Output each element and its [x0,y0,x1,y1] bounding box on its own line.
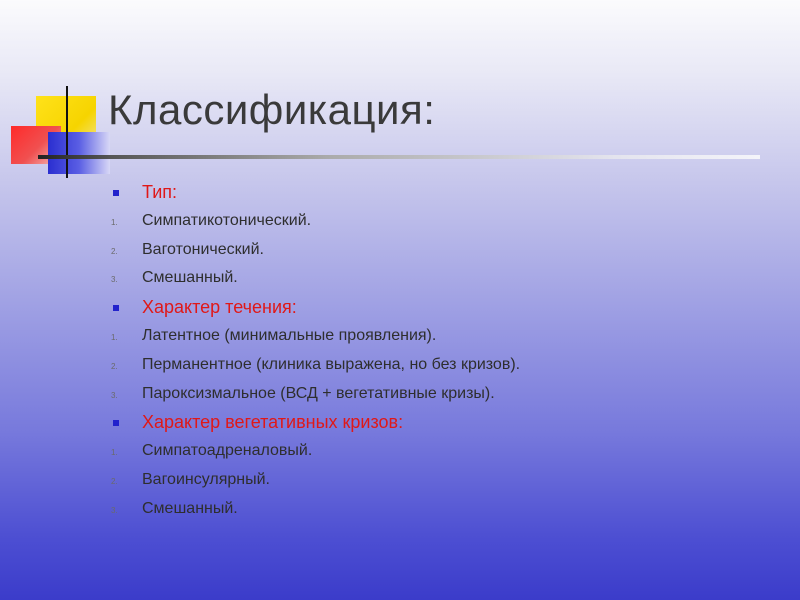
list-item [108,380,788,409]
list-item [108,207,788,236]
list-item [108,236,788,265]
blue-square [48,132,110,174]
section-heading-text: Характер вегетативных кризов: [142,412,404,433]
item-number: 1. [111,217,118,227]
list-item-text: Симпатикотонический. [142,211,312,229]
section-heading-text: Тип: [142,182,178,202]
vertical-rule [66,86,68,178]
item-number: 1. [111,448,118,458]
item-number: 2. [111,476,118,486]
list-item-text: Перманентное (клиника выражена, но без кризов). [142,355,521,373]
item-number: 1. [111,332,118,342]
section-heading [108,293,788,322]
slide-content [108,178,788,524]
list-item-text: Ваготонический. [142,240,264,258]
section-heading [108,178,788,207]
list-item [108,437,788,466]
item-number: 3. [111,390,118,400]
item-number: 2. [111,361,118,371]
list-item-text: Пароксизмальное (ВСД + вегетативные кризы). [142,384,495,402]
list-item [108,466,788,495]
item-number: 3. [111,275,118,285]
section-heading-text: Характер течения: [142,297,297,318]
section-heading [108,408,788,437]
item-number: 2. [111,246,118,256]
list-item [108,264,788,293]
list-item-text: Симпатоадреналовый. [142,442,313,460]
list-item-text: Латентное (минимальные проявления). [142,326,437,344]
slide-title: Классификация: [108,86,436,133]
list-item-text: Смешанный. [142,499,238,517]
item-number: 3. [111,505,118,515]
list-item-text: Смешанный. [142,269,238,287]
title-underline [38,155,760,159]
list-item [108,322,788,351]
colored-squares-logo-icon [0,0,120,190]
square-bullet-icon [113,305,119,311]
list-item [108,495,788,524]
square-bullet-icon [113,420,119,426]
square-bullet-icon [113,190,119,196]
list-item [108,351,788,380]
list-item-text: Вагоинсулярный. [142,470,270,488]
